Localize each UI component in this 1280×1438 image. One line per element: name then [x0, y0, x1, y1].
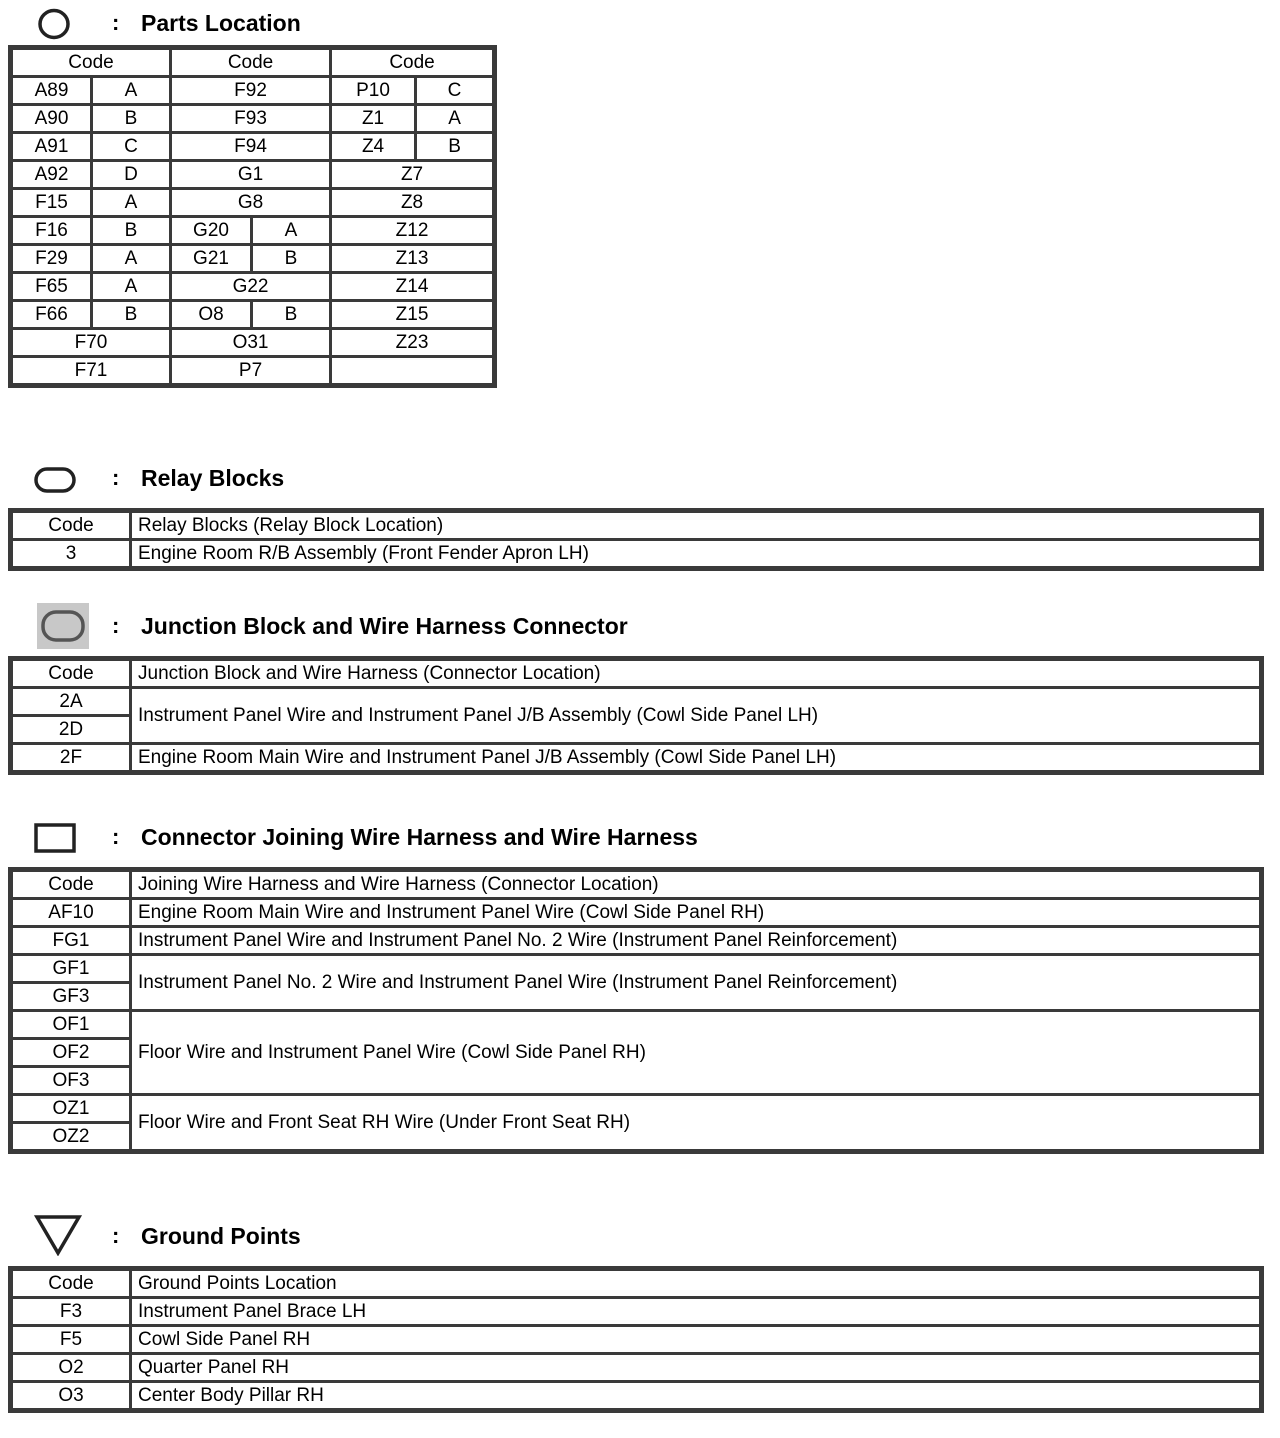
- rounded-oval-icon: [33, 466, 77, 494]
- table-cell: F66: [12, 301, 92, 329]
- row-desc: Engine Room R/B Assembly (Front Fender Apron LH): [131, 540, 1261, 568]
- row-code: 3: [12, 540, 131, 568]
- row-desc: Engine Room Main Wire and Instrument Panel J/B Assembly (Cowl Side Panel LH): [131, 744, 1261, 772]
- row-desc: Instrument Panel No. 2 Wire and Instrument Panel Wire (Instrument Panel Reinforcement): [131, 955, 1261, 1011]
- row-desc: Quarter Panel RH: [131, 1354, 1261, 1382]
- table-cell: [331, 357, 494, 385]
- table-row: [12, 899, 1261, 927]
- table-row: [12, 189, 494, 217]
- header-code: Code: [12, 660, 131, 688]
- row-code: 2D: [12, 716, 131, 744]
- table-cell: G20: [171, 217, 252, 245]
- table-cell: F29: [12, 245, 92, 273]
- junction-block-heading: [0, 606, 800, 646]
- parts-location-colon: :: [112, 10, 120, 35]
- table-cell: C: [92, 133, 171, 161]
- header-desc: Joining Wire Harness and Wire Harness (Connector Location): [131, 871, 1261, 899]
- table-row: [12, 105, 494, 133]
- row-code: OZ2: [12, 1123, 131, 1151]
- table-cell: O8: [171, 301, 252, 329]
- table-row: [12, 161, 494, 189]
- table-cell: B: [252, 245, 331, 273]
- table-row: [12, 245, 494, 273]
- header-code: Code: [12, 871, 131, 899]
- table-cell: B: [92, 301, 171, 329]
- row-code: F3: [12, 1298, 131, 1326]
- table-row: [12, 1095, 1261, 1123]
- table-cell: A: [92, 273, 171, 301]
- table-cell: A: [92, 245, 171, 273]
- connector-joining-table: [10, 869, 1262, 1152]
- table-cell: Z12: [331, 217, 494, 245]
- table-cell: Z4: [331, 133, 416, 161]
- junction-block-title: Junction Block and Wire Harness Connector: [141, 613, 628, 639]
- relay-blocks-heading: [0, 458, 600, 498]
- table-cell: Z1: [331, 105, 416, 133]
- header-desc: Ground Points Location: [131, 1270, 1261, 1298]
- parts-location-heading: [0, 3, 600, 43]
- table-cell: F16: [12, 217, 92, 245]
- table-row: [12, 1270, 1261, 1298]
- table-cell: A90: [12, 105, 92, 133]
- table-row: [12, 1382, 1261, 1410]
- junction-block-table: [10, 658, 1262, 773]
- table-row: [12, 660, 1261, 688]
- table-cell: F94: [171, 133, 331, 161]
- parts-location-table: [10, 47, 495, 386]
- table-cell: F65: [12, 273, 92, 301]
- row-desc: Instrument Panel Brace LH: [131, 1298, 1261, 1326]
- header-code: Code: [12, 49, 171, 77]
- ground-points-heading: [0, 1216, 600, 1256]
- table-header-row: [12, 49, 494, 77]
- table-row: [12, 1298, 1261, 1326]
- table-row: [12, 77, 494, 105]
- header-code: Code: [12, 1270, 131, 1298]
- table-row: [12, 357, 494, 385]
- table-cell: Z15: [331, 301, 494, 329]
- table-cell: Z7: [331, 161, 494, 189]
- row-code: OF3: [12, 1067, 131, 1095]
- table-row: [12, 927, 1261, 955]
- table-row: [12, 273, 494, 301]
- table-row: [12, 1326, 1261, 1354]
- table-row: [12, 301, 494, 329]
- parts-location-title: Parts Location: [141, 10, 301, 36]
- table-cell: F71: [12, 357, 171, 385]
- shaded-oval-icon: [36, 602, 90, 650]
- table-row: [12, 1011, 1261, 1039]
- table-row: [12, 540, 1261, 568]
- rectangle-icon: [33, 822, 77, 854]
- relay-blocks-colon: :: [112, 465, 120, 490]
- table-cell: Z13: [331, 245, 494, 273]
- table-row: [12, 217, 494, 245]
- table-row: [12, 512, 1261, 540]
- connector-joining-heading: [0, 817, 900, 857]
- row-code: 2F: [12, 744, 131, 772]
- row-code: OF1: [12, 1011, 131, 1039]
- row-desc: Floor Wire and Front Seat RH Wire (Under Front Seat RH): [131, 1095, 1261, 1151]
- ground-points-colon: :: [112, 1223, 120, 1248]
- table-cell: Z23: [331, 329, 494, 357]
- relay-blocks-title: Relay Blocks: [141, 465, 285, 491]
- row-desc: Center Body Pillar RH: [131, 1382, 1261, 1410]
- row-code: OZ1: [12, 1095, 131, 1123]
- table-cell: A91: [12, 133, 92, 161]
- table-row: [12, 955, 1261, 983]
- table-cell: D: [92, 161, 171, 189]
- row-code: O2: [12, 1354, 131, 1382]
- row-code: GF3: [12, 983, 131, 1011]
- circle-icon: [36, 7, 72, 41]
- table-cell: G8: [171, 189, 331, 217]
- table-cell: G21: [171, 245, 252, 273]
- table-cell: Z14: [331, 273, 494, 301]
- header-code: Code: [12, 512, 131, 540]
- table-cell: A: [92, 189, 171, 217]
- table-cell: A92: [12, 161, 92, 189]
- table-cell: G1: [171, 161, 331, 189]
- table-row: [12, 329, 494, 357]
- table-row: [12, 871, 1261, 899]
- table-cell: A89: [12, 77, 92, 105]
- table-row: [12, 744, 1261, 772]
- row-code: F5: [12, 1326, 131, 1354]
- table-row: [12, 1354, 1261, 1382]
- row-desc: Instrument Panel Wire and Instrument Panel J/B Assembly (Cowl Side Panel LH): [131, 688, 1261, 744]
- connector-joining-colon: :: [112, 824, 120, 849]
- table-cell: A: [252, 217, 331, 245]
- table-cell: P7: [171, 357, 331, 385]
- table-cell: P10: [331, 77, 416, 105]
- row-desc: Floor Wire and Instrument Panel Wire (Cowl Side Panel RH): [131, 1011, 1261, 1095]
- ground-points-table: [10, 1268, 1262, 1411]
- row-desc: Engine Room Main Wire and Instrument Panel Wire (Cowl Side Panel RH): [131, 899, 1261, 927]
- header-desc: Relay Blocks (Relay Block Location): [131, 512, 1261, 540]
- table-cell: F92: [171, 77, 331, 105]
- connector-joining-title: Connector Joining Wire Harness and Wire Harness: [141, 824, 698, 850]
- table-cell: C: [416, 77, 494, 105]
- table-cell: Z8: [331, 189, 494, 217]
- relay-blocks-table: [10, 510, 1262, 569]
- table-cell: A: [92, 77, 171, 105]
- triangle-icon: [33, 1214, 83, 1256]
- row-code: O3: [12, 1382, 131, 1410]
- table-cell: B: [92, 105, 171, 133]
- table-cell: G22: [171, 273, 331, 301]
- row-desc: Cowl Side Panel RH: [131, 1326, 1261, 1354]
- row-code: OF2: [12, 1039, 131, 1067]
- header-desc: Junction Block and Wire Harness (Connector Location): [131, 660, 1261, 688]
- table-cell: A: [416, 105, 494, 133]
- row-desc: Instrument Panel Wire and Instrument Panel No. 2 Wire (Instrument Panel Reinforcement): [131, 927, 1261, 955]
- row-code: AF10: [12, 899, 131, 927]
- row-code: GF1: [12, 955, 131, 983]
- table-cell: O31: [171, 329, 331, 357]
- table-cell: F70: [12, 329, 171, 357]
- row-code: FG1: [12, 927, 131, 955]
- header-code: Code: [171, 49, 331, 77]
- table-row: [12, 133, 494, 161]
- row-code: 2A: [12, 688, 131, 716]
- table-row: [12, 688, 1261, 716]
- table-cell: B: [252, 301, 331, 329]
- table-cell: F15: [12, 189, 92, 217]
- header-code: Code: [331, 49, 494, 77]
- ground-points-title: Ground Points: [141, 1223, 301, 1249]
- table-cell: B: [92, 217, 171, 245]
- table-cell: F93: [171, 105, 331, 133]
- junction-block-colon: :: [112, 613, 120, 638]
- table-cell: B: [416, 133, 494, 161]
